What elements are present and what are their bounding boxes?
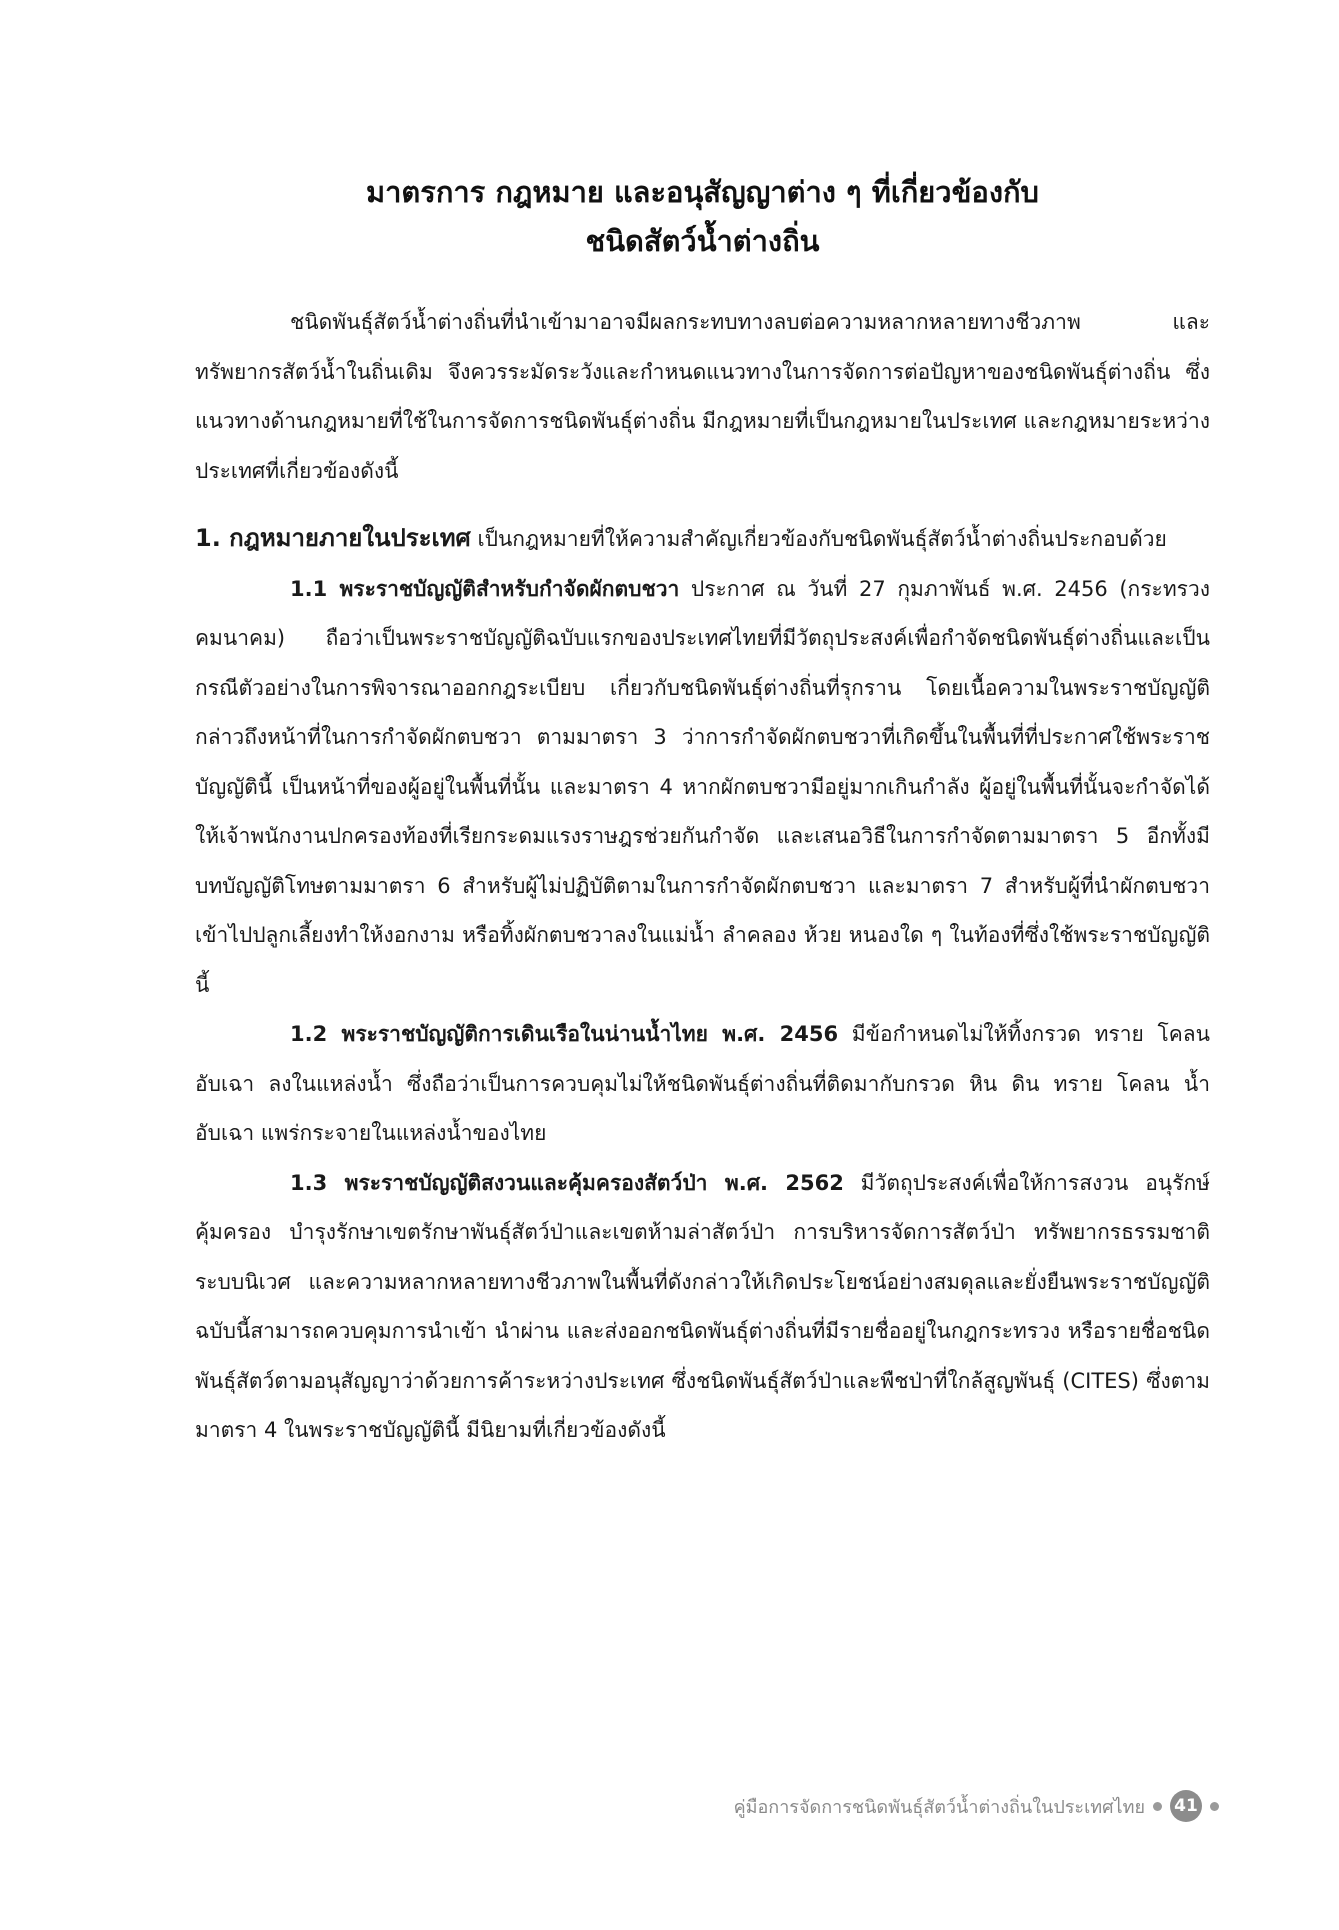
item-1-2-heading: 1.2 พระราชบัญญัติการเดินเรือในน่านน้ำไทย พ.ศ. 2456 <box>290 1022 839 1046</box>
footer-dot-left-icon <box>1153 1802 1162 1811</box>
item-1-2-paragraph <box>195 1010 1210 1159</box>
item-1-3-paragraph <box>195 1159 1210 1456</box>
section-1-paragraph <box>195 514 1210 565</box>
footer-book-title: คู่มือการจัดการชนิดพันธุ์สัตว์น้ำต่างถิ่นในประเทศไทย <box>733 1796 1145 1818</box>
intro-paragraph: ชนิดพันธุ์สัตว์น้ำต่างถิ่นที่นำเข้ามาอาจมีผลกระทบทางลบต่อความหลากหลายทางชีวภาพ และทรัพยากรสัตว์น้ำในถิ่นเดิม จึงควรระมัดระวังและกำหนดแนวทางในการจัดการต่อปัญหาของชนิดพันธุ์ต่างถิ่น ซึ่งแนวทางด้านกฎหมายที่ใช้ในการจัดการชนิดพันธุ์ต่างถิ่น มีกฎหมายที่เป็นกฎหมายในประเทศ และกฎหมายระหว่างประเทศที่เกี่ยวข้องดังนี้ <box>195 310 1210 483</box>
page-number: 41 <box>1170 1790 1202 1822</box>
section-1-text: เป็นกฎหมายที่ให้ความสำคัญเกี่ยวข้องกับชนิดพันธุ์สัตว์น้ำต่างถิ่นประกอบด้วย <box>470 527 1167 551</box>
title-line-2: ชนิดสัตว์น้ำต่างถิ่น <box>585 224 820 258</box>
item-1-3-heading: 1.3 พระราชบัญญัติสงวนและคุ้มครองสัตว์ป่า พ.ศ. 2562 <box>290 1170 844 1195</box>
page-title <box>195 168 1210 266</box>
item-1-1-text: ประกาศ ณ วันที่ 27 กุมภาพันธ์ พ.ศ. 2456 (กระทรวงคมนาคม) ถือว่าเป็นพระราชบัญญัติฉบับแรกของประเทศไทยที่มีวัตถุประสงค์เพื่อกำจัดชนิดพันธุ์ต่างถิ่นและเป็นกรณีตัวอย่างในการพิจารณาออกกฎระเบียบ เกี่ยวกับชนิดพันธุ์ต่างถิ่นที่รุกราน โดยเนื้อความในพระราชบัญญัติ กล่าวถึงหน้าที่ในการกำจัดผักตบชวา ตามมาตรา 3 ว่าการกำจัดผักตบชวาที่เกิดขึ้นในพื้นที่ที่ประกาศใช้พระราชบัญญัตินี้ เป็นหน้าที่ของผู้อยู่ในพื้นที่นั้น และมาตรา 4 หากผักตบชวามีอยู่มากเกินกำลัง ผู้อยู่ในพื้นที่นั้นจะกำจัดได้ ให้เจ้าพนักงานปกครองท้องที่เรียกระดมแรงราษฎรช่วยกันกำจัด และเสนอวิธีในการกำจัดตามมาตรา 5 อีกทั้งมีบทบัญญัติโทษตามมาตรา 6 สำหรับผู้ไม่ปฏิบัติตามในการกำจัดผักตบชวา และมาตรา 7 สำหรับผู้ที่นำผักตบชวาเข้าไปปลูกเลี้ยงทำให้งอกงาม หรือทิ้งผักตบชวาลงในแม่น้ำ ลำคลอง ห้วย หนองใด ๆ ในท้องที่ซึ่งใช้พระราชบัญญัตินี้ <box>195 576 1210 997</box>
item-1-3-text: มีวัตถุประสงค์เพื่อให้การสงวน อนุรักษ์ คุ้มครอง บำรุงรักษาเขตรักษาพันธุ์สัตว์ป่าและเขตห้ามล่าสัตว์ป่า การบริหารจัดการสัตว์ป่า ทรัพยากรธรรมชาติ ระบบนิเวศ และความหลากหลายทางชีวภาพในพื้นที่ดังกล่าวให้เกิดประโยชน์อย่างสมดุลและยั่งยืนพระราชบัญญัติ ฉบับนี้สามารถควบคุมการนำเข้า นำผ่าน และส่งออกชนิดพันธุ์ต่างถิ่นที่มีรายชื่ออยู่ในกฎกระทรวง หรือรายชื่อชนิดพันธุ์สัตว์ตามอนุสัญญาว่าด้วยการค้าระหว่างประเทศ ซึ่งชนิดพันธุ์สัตว์ป่าและพืชป่าที่ใกล้สูญพันธุ์ (CITES) ซึ่งตามมาตรา 4 ในพระราชบัญญัตินี้ มีนิยามที่เกี่ยวข้องดังนี้ <box>195 1170 1211 1442</box>
item-1-1-paragraph <box>195 565 1210 1011</box>
section-1-heading: 1. กฎหมายภายในประเทศ <box>195 524 471 552</box>
item-1-1-heading: 1.1 พระราชบัญญัติสำหรับกำจัดผักตบชวา <box>290 576 680 601</box>
page-footer <box>734 1790 1219 1822</box>
footer-dot-right-icon <box>1210 1802 1219 1811</box>
item-1-2-text: มีข้อกำหนดไม่ให้ทิ้งกรวด ทราย โคลนอับเฉา ลงในแหล่งน้ำ ซึ่งถือว่าเป็นการควบคุมไม่ให้ชนิดพันธุ์ต่างถิ่นที่ติดมากับกรวด หิน ดิน ทราย โคลน น้ำอับเฉา แพร่กระจายในแหล่งน้ำของไทย <box>195 1022 1210 1145</box>
title-line-1: มาตรการ กฎหมาย และอนุสัญญาต่าง ๆ ที่เกี่ยวข้องกับ <box>366 175 1039 209</box>
page-content <box>195 168 1210 1456</box>
